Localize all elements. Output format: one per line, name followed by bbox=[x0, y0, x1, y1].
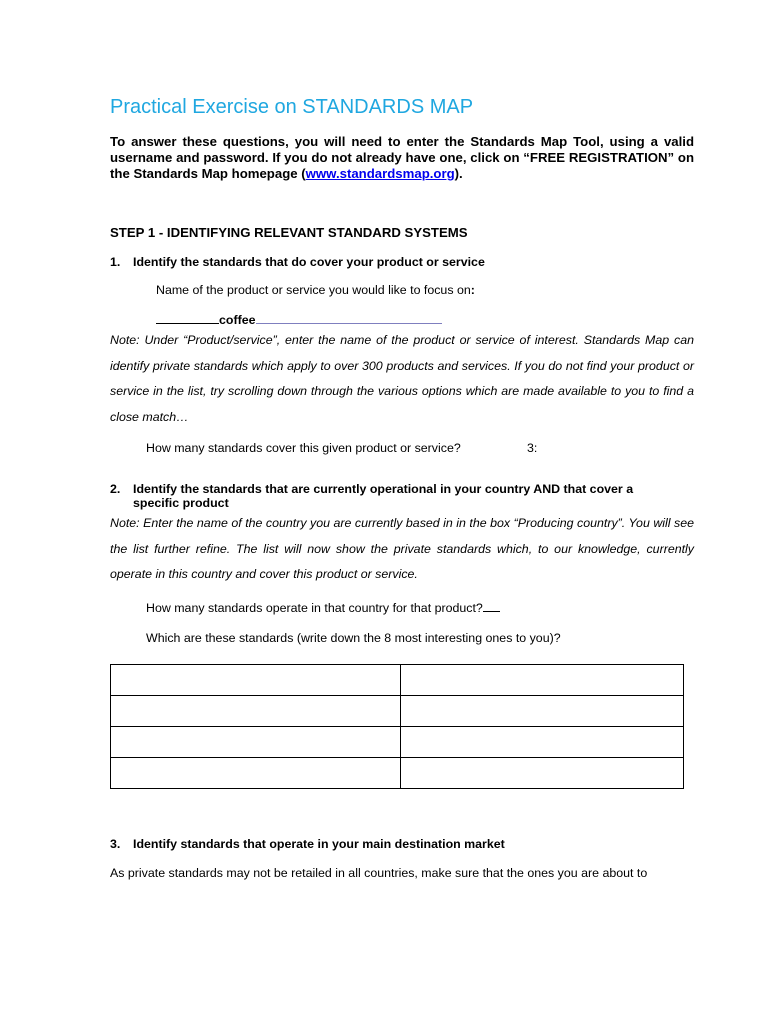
product-answer-field[interactable] bbox=[156, 311, 442, 327]
question-number: 2. bbox=[110, 482, 121, 496]
table-cell[interactable] bbox=[401, 696, 684, 727]
page-title: Practical Exercise on STANDARDS MAP bbox=[110, 96, 474, 118]
question-1 bbox=[110, 255, 694, 269]
product-prompt-text: Name of the product or service you would like to focus on bbox=[156, 283, 471, 297]
table-cell[interactable] bbox=[401, 727, 684, 758]
question-text: Identify the standards that do cover your product or service bbox=[133, 255, 485, 269]
step1-heading: STEP 1 - IDENTIFYING RELEVANT STANDARD SYSTEMS bbox=[110, 225, 468, 240]
question-text: Identify the standards that are currently operational in your country AND that cover a specific product bbox=[133, 482, 634, 510]
q3-body: As private standards may not be retailed in all countries, make sure that the ones you are about to bbox=[110, 866, 648, 880]
table-row bbox=[111, 665, 684, 696]
answer-blank-right bbox=[256, 311, 442, 324]
q2-list-question: Which are these standards (write down the 8 most interesting ones to you)? bbox=[146, 631, 561, 645]
standardsmap-link[interactable]: www.standardsmap.org bbox=[305, 166, 455, 181]
intro-paragraph bbox=[110, 134, 694, 182]
standards-table bbox=[110, 664, 684, 789]
question-2 bbox=[110, 482, 694, 510]
q2-count-question-text: How many standards operate in that country for that product? bbox=[146, 601, 483, 615]
table-cell[interactable] bbox=[111, 665, 401, 696]
intro-text: To answer these questions, you will need to enter the Standards Map Tool, using a valid username and password. If you do not already have one, click on “FREE REGISTRATION” on the Standards Map homepage ( bbox=[110, 134, 694, 181]
question-number: 3. bbox=[110, 837, 121, 851]
table-row bbox=[111, 727, 684, 758]
table-cell[interactable] bbox=[111, 727, 401, 758]
product-prompt bbox=[156, 283, 475, 297]
question-text: Identify standards that operate in your main destination market bbox=[133, 837, 505, 851]
q2-count-blank[interactable] bbox=[483, 599, 500, 612]
table-cell[interactable] bbox=[111, 758, 401, 789]
q1-count-question: How many standards cover this given product or service? bbox=[146, 441, 461, 455]
product-answer: coffee bbox=[219, 313, 256, 327]
intro-text-end: ). bbox=[454, 166, 463, 181]
table-cell[interactable] bbox=[401, 665, 684, 696]
q2-count-question bbox=[146, 599, 500, 615]
product-prompt-colon: : bbox=[470, 283, 475, 297]
answer-blank-left bbox=[156, 311, 219, 324]
table-cell[interactable] bbox=[111, 696, 401, 727]
q2-note: Note: Enter the name of the country you are currently based in in the box “Producing country”. You will see the list further refine. The list will now show the private standards which, to our knowledge, currently operate in this country and cover this product or service. bbox=[110, 516, 694, 581]
table-row bbox=[111, 758, 684, 789]
question-3 bbox=[110, 837, 694, 851]
q1-count-answer[interactable]: 3: bbox=[527, 441, 538, 455]
q1-note: Note: Under “Product/service”, enter the name of the product or service of interest. Standards Map can identify private standards which apply to over 300 products and services. If you do not find your product or service in the list, try scrolling down through the various options which are made available to you to find a close match… bbox=[110, 333, 694, 424]
table-cell[interactable] bbox=[401, 758, 684, 789]
question-number: 1. bbox=[110, 255, 121, 269]
table-row bbox=[111, 696, 684, 727]
